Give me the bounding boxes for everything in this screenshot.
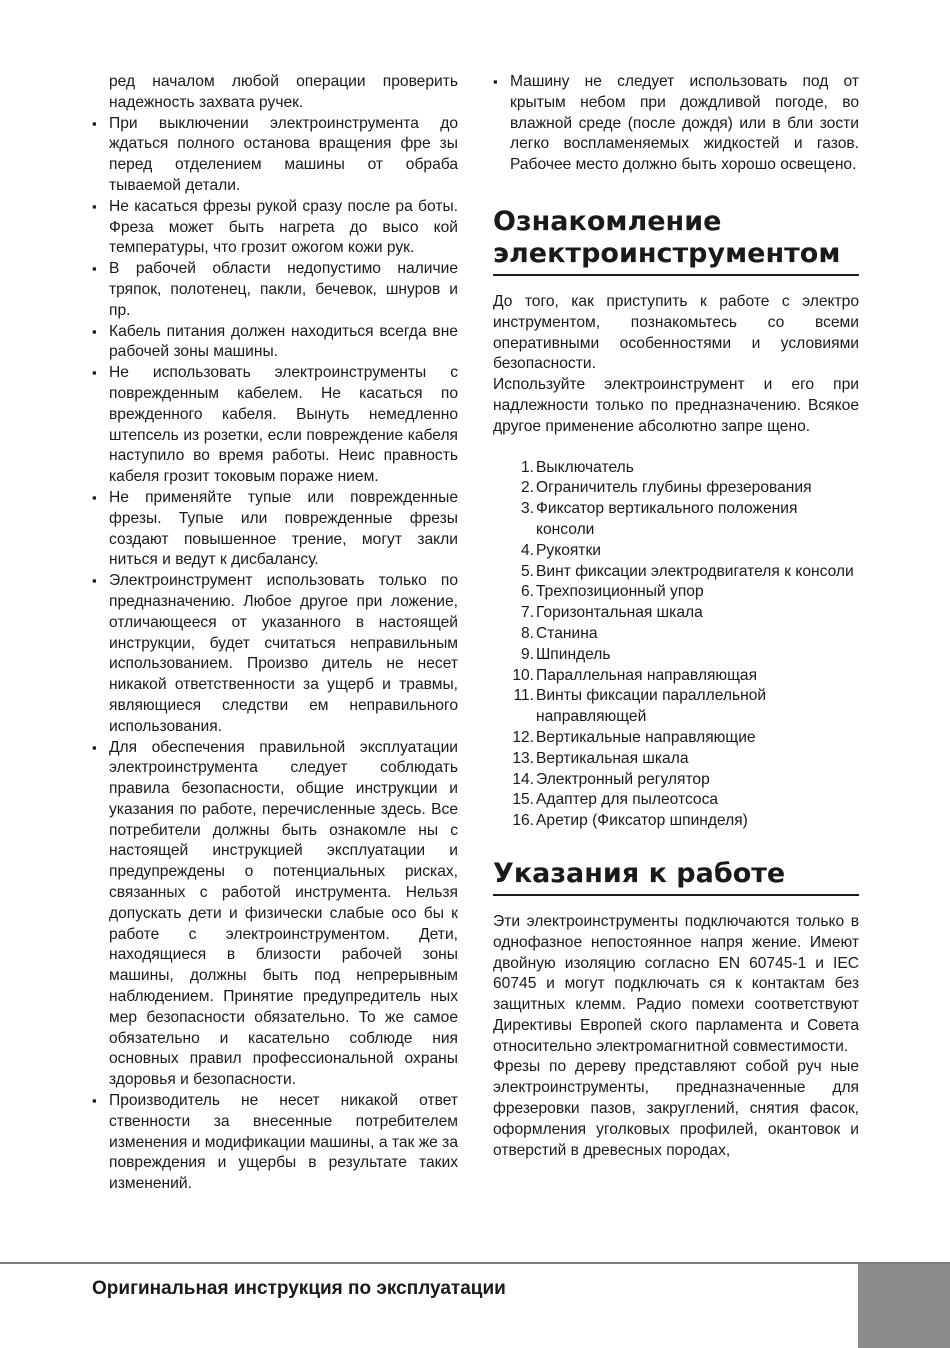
item-text: Вертикальная шкала bbox=[536, 749, 689, 767]
paragraph: Эти электроинструменты подключаются только в однофазное непостоянное напря жение. Имеют двойную изоляцию согласно EN 60745-1 и IEC 60745 и могут подключать ся к контактам без защитных клемм. Радио помехи соответствуют Директивы Европей ского парламента и Совета относительно электромагнитной совместимости. bbox=[493, 912, 859, 1055]
item-number: 16. bbox=[512, 812, 534, 830]
paragraph: Используйте электроинструмент и его при надлежности только по предназначению. Всякое другое применение абсолютно запре щено. bbox=[493, 376, 859, 435]
item-number: 2. bbox=[520, 479, 534, 497]
list-item bbox=[92, 488, 458, 571]
item-text: Станина bbox=[536, 624, 598, 642]
item-number: 13. bbox=[512, 749, 534, 767]
bullet-text: Производитель не несет никакой ответ ственности за внесенные потребителем изменения и модификации машины, а так же за повреждения и ущербы в результате таких изменений. bbox=[109, 1092, 458, 1193]
bullet-icon: ▪ bbox=[92, 115, 97, 131]
item-number: 12. bbox=[512, 728, 534, 746]
bullet-text: Кабель питания должен находиться всегда вне рабочей зоны машины. bbox=[109, 322, 458, 361]
list-item bbox=[510, 541, 859, 562]
item-number: 7. bbox=[520, 604, 534, 622]
parts-list bbox=[493, 458, 859, 832]
item-number: 5. bbox=[520, 562, 534, 580]
list-item bbox=[510, 686, 859, 728]
list-item bbox=[92, 1091, 458, 1195]
item-text: Ограничитель глубины фрезерования bbox=[536, 479, 812, 497]
item-text: Трехпозиционный упор bbox=[536, 583, 704, 601]
bullet-icon: ▪ bbox=[493, 74, 498, 89]
heading-line: Ознакомление bbox=[493, 205, 722, 237]
bullet-icon: ▪ bbox=[92, 261, 97, 277]
list-item bbox=[510, 582, 859, 603]
item-number: 9. bbox=[520, 645, 534, 663]
left-column bbox=[92, 72, 458, 1195]
list-item bbox=[92, 322, 458, 364]
item-text: Фиксатор вертикального положения консоли bbox=[536, 500, 798, 538]
bullet-text: Для обеспечения правильной эксплуатации электроинструмента следует соблюдать правила безопасности, общие инструкции и указания по работе, перечисленные здесь. Все потребители должны быть ознакомле ны с настоящей инструкцией эксплуатации и предупреждены о потенциальных рисках, связанных с работой инструмента. Нельзя допускать дети и физически слабые осо бы к работе с электроинструментом. Дети, находящиеся в близости рабочей зоны машины, должны быть под непрерывным наблюдением. Принятие предупредитель ных мер безопасности обязательно. То же самое обязательно и касательно соблюде ния основных правил профессиональной охраны здоровья и безопасности. bbox=[109, 738, 458, 1089]
item-text: Винт фиксации электродвигателя к консоли bbox=[536, 562, 854, 580]
bullet-icon: ▪ bbox=[92, 489, 97, 505]
item-text: Винты фиксации параллельной направляющей bbox=[536, 687, 767, 726]
bullet-icon: ▪ bbox=[92, 739, 97, 755]
footer-title: Оригинальная инструкция по эксплуатации bbox=[92, 1278, 506, 1299]
list-item bbox=[510, 645, 859, 666]
item-number: 1. bbox=[520, 458, 534, 476]
item-number: 3. bbox=[520, 500, 534, 518]
list-item bbox=[510, 728, 859, 749]
bullet-icon: ▪ bbox=[92, 198, 97, 214]
list-item bbox=[510, 478, 859, 499]
item-text: Горизонтальная шкала bbox=[536, 604, 703, 622]
item-number: 11. bbox=[513, 687, 534, 705]
list-item bbox=[510, 770, 859, 791]
footer-divider bbox=[0, 1262, 950, 1264]
safety-bullet-list bbox=[92, 72, 458, 1195]
bullet-text: При выключении электроинструмента до ждаться полного останова вращения фре зы перед отделением машины от обраба тываемой детали. bbox=[109, 114, 458, 194]
heading-line: электроинструментом bbox=[493, 237, 841, 269]
item-text: Шпиндель bbox=[536, 645, 611, 663]
bullet-icon: ▪ bbox=[92, 573, 97, 589]
item-text: Аретир (Фиксатор шпинделя) bbox=[536, 812, 748, 830]
bullet-icon: ▪ bbox=[92, 365, 97, 381]
item-number: 10. bbox=[512, 666, 534, 684]
item-text: Рукоятки bbox=[536, 541, 601, 559]
list-item bbox=[92, 72, 458, 114]
section-heading-familiarization bbox=[493, 206, 859, 276]
list-item bbox=[510, 749, 859, 770]
bullet-text: Машину не следует использовать под от крытым небом при дождливой погоде, во влажной среде (после дождя) или в бли зости легко воспламеняемых жидкостей и газов. Рабочее место должно быть хорошо освещено. bbox=[510, 73, 859, 174]
item-number: 4. bbox=[520, 541, 534, 559]
list-item bbox=[510, 790, 859, 811]
item-number: 6. bbox=[520, 583, 534, 601]
item-text: Электронный регулятор bbox=[536, 770, 710, 788]
list-item bbox=[510, 603, 859, 624]
paragraph: До того, как приступить к работе с электро инструментом, познакомьтесь со всеми оперативными особенностями и условиями безопасности. bbox=[493, 292, 859, 373]
bullet-text: ред началом любой операции проверить надежность захвата ручек. bbox=[109, 73, 458, 111]
bullet-text: Электроинструмент использовать только по предназначению. Любое другое при ложение, отличающееся от указанного в настоящей инструкции, будет считаться неправильным использованием. Произво дитель не несет никакой ответственности за ущерб и травмы, являющиеся следстви ем неправильного использования. bbox=[109, 572, 458, 735]
list-item bbox=[92, 197, 458, 259]
item-number: 14. bbox=[512, 770, 534, 788]
bullet-icon: ▪ bbox=[92, 1093, 97, 1109]
heading-line: Указания к работе bbox=[493, 857, 786, 889]
item-text: Параллельная направляющая bbox=[536, 666, 758, 684]
top-bullet-list bbox=[493, 72, 859, 176]
list-item bbox=[493, 72, 859, 176]
bullet-text: Не применяйте тупые или поврежденные фрезы. Тупые или поврежденные фрезы создают повышенное трение, могут закли ниться и ведут к дисбалансу. bbox=[109, 488, 458, 569]
list-item bbox=[92, 363, 458, 488]
list-item bbox=[92, 738, 458, 1092]
page-tab bbox=[858, 1264, 950, 1348]
list-item bbox=[92, 571, 458, 737]
item-text: Адаптер для пылеотсоса bbox=[536, 791, 719, 809]
list-item bbox=[92, 259, 458, 321]
bullet-text: Не использовать электроинструменты с поврежденным кабелем. Не касаться по врежденного кабеля. Вынуть немедленно штепсель из розетки, если повреждение кабеля наступило во время работы. Неис правность кабеля грозит токовым пораже нием. bbox=[109, 364, 458, 486]
right-column bbox=[493, 72, 859, 1161]
list-item bbox=[510, 624, 859, 645]
section-heading-work-instructions bbox=[493, 858, 859, 896]
list-item bbox=[92, 114, 458, 197]
list-item bbox=[510, 499, 859, 541]
bullet-text: Не касаться фрезы рукой сразу после ра боты. Фреза может быть нагрета до высо кой температуры, что грозит ожогом кожи рук. bbox=[109, 197, 458, 257]
paragraph: Фрезы по дереву представляют собой руч ные электроинструменты, предназначенные для фрезеровки пазов, закруглений, снятия фасок, оформления уголковых профилей, окантовок и отверстий в древесных породах, bbox=[493, 1058, 859, 1159]
item-text: Вертикальные направляющие bbox=[536, 728, 756, 746]
list-item bbox=[510, 666, 859, 687]
list-item bbox=[510, 458, 859, 479]
bullet-text: В рабочей области недопустимо наличие тряпок, полотенец, пакли, бечевок, шнуров и пр. bbox=[109, 260, 458, 319]
item-number: 15. bbox=[512, 791, 534, 809]
bullet-icon: ▪ bbox=[92, 323, 97, 339]
list-item bbox=[510, 811, 859, 832]
list-item bbox=[510, 562, 859, 583]
item-text: Выключатель bbox=[536, 458, 634, 476]
item-number: 8. bbox=[520, 624, 534, 642]
